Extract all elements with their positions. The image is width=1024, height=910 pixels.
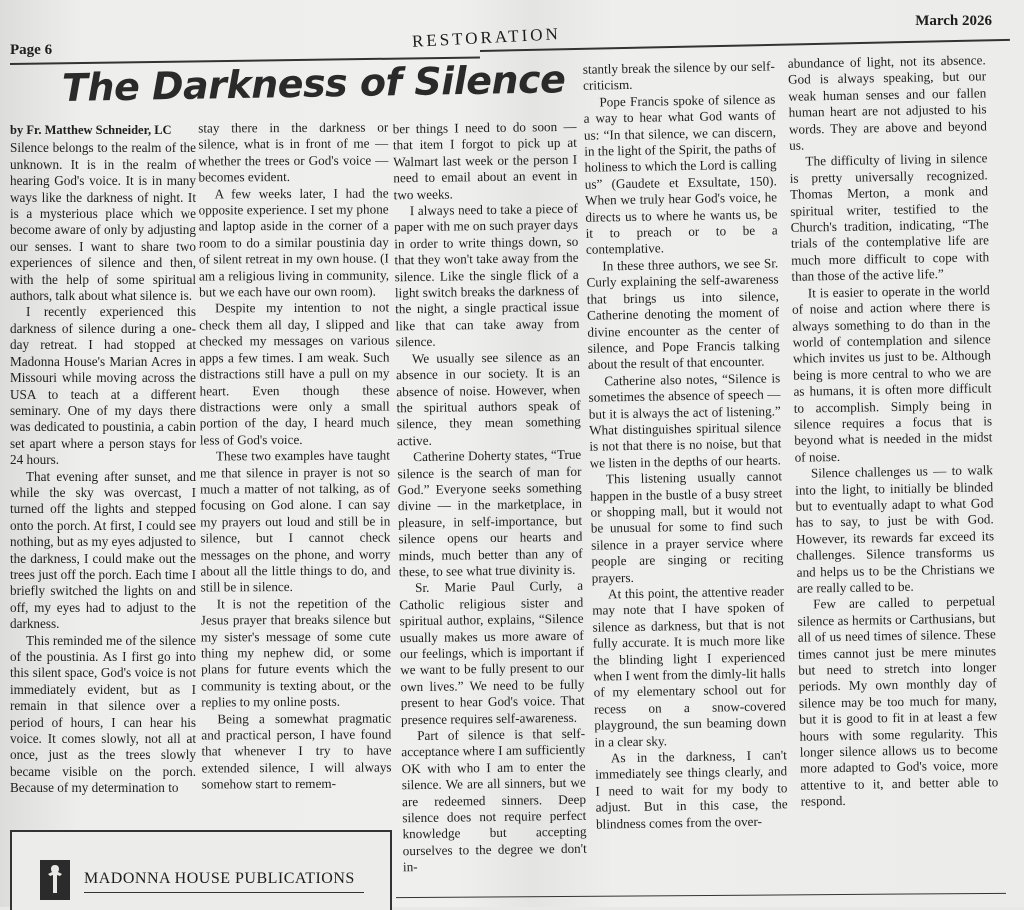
paragraph: Sr. Marie Paul Curly, a Catholic religious sister and spiritual author, explains, “Silence usually makes us more aware of our feelings, which is important if we want to be fully present to our own lives.” We need to be fully present to hear God's voice. That presence requires self-awareness.	[399, 578, 585, 727]
issue-date: March 2026	[915, 13, 992, 29]
publication-name: RESTORATION	[411, 24, 562, 51]
paragraph: ber things I need to do soon — that item I forgot to pick up at Walmart last week or the person I need to email about an event in two weeks.	[392, 118, 578, 202]
paragraph: It is easier to operate in the world of noise and action where there is always something to do than in the world of contemplation and silence which invites us just to be. Although being is more central to who we are as humans, it is often more difficult to accomplish. Simply being in silence requires a focus that is beyond what is needed in the midst of noise.	[791, 281, 993, 465]
paragraph: A few weeks later, I had the opposite experience. I set my phone and laptop aside in the corner of a room to do a similar poustinia day of silent retreat in my own house. (I am a religious living in community, but we each have our own room).	[198, 185, 390, 300]
article-column-2	[198, 120, 392, 821]
article-column-3	[393, 119, 588, 901]
article-column-5	[788, 52, 1001, 901]
paragraph: Silence challenges us — to walk into the light, to initially be blinded but to eventually adapt to what God has to say, to just be with God. However, its rewards far exceed its challenges. Silence transforms us and helps us to be the Christians we are really called to be.	[795, 462, 995, 596]
paragraph: Pope Francis spoke of silence as a way to hear what God wants of us: “In that silence, we can discern, in the light of the Spirit, the paths of holiness to which the Lord is calling us” (Gaudete et Exsultate, 150). When we truly hear God's voice, he directs us to where he wants us, be it to preach or to be a contemplative.	[583, 91, 778, 258]
article-title: The Darkness of Silence	[61, 57, 566, 110]
publications-ad	[10, 830, 392, 910]
article-column-4	[583, 58, 790, 901]
paragraph: I recently experienced this darkness of silence during a one-day retreat. I had stopped at Madonna House's Marian Acres in Missouri while moving across the USA to teach at a different seminary. One of my days there was dedicated to poustinia, a cabin set apart where a person stays for 24 hours.	[10, 304, 196, 468]
article-column-1	[10, 122, 196, 822]
paragraph: Being a somewhat pragmatic and practical person, I have found that whenever I try to have extended silence, I will always somehow start to remem-	[201, 710, 392, 792]
paragraph: Part of silence is that self-acceptance where I am sufficiently OK with who I am to enter the silence. We are all sinners, but we are redeemed sinners. Deep silence does not require perfect knowledge but accepting ourselves to the degree we don't in-	[401, 725, 587, 875]
paragraph: Catherine Doherty states, “True silence is the search of man for God.” Everyone seeks something divine — in the marketplace, in pleasure, in self-importance, but silence opens our hearts and minds, much better than any of these, to see what true divinity is.	[397, 446, 583, 580]
paragraph: Silence belongs to the realm of the unknown. It is in the realm of hearing God's voice. It is in many ways like the darkness of night. It is a mysterious place which we become aware of only by adjusting our senses. I want to share two experiences of silence and then, with the help of some spiritual authors, talk about what silence is.	[10, 140, 196, 304]
page-number: Page 6	[10, 42, 53, 58]
ad-underline	[84, 892, 364, 893]
paragraph: That evening after sunset, and while the sky was overcast, I turned off the lights and stepped onto the porch. At first, I could see nothing, but as my eyes adjusted to the darkness, I could make out the trees just off the porch. Each time I briefly switched the lights on and off, my eyes had to adjust to the darkness.	[10, 468, 196, 632]
paragraph: stay there in the darkness or silence, what is in front of me — whether the trees or God's voice — becomes evident.	[198, 119, 389, 185]
paragraph: abundance of light, not its absence. God is always speaking, but our weak human senses and our fallen human heart are not adjusted to his words. They are above and beyond us.	[787, 52, 988, 153]
paragraph: As in the darkness, I can't immediately see things clearly, and I need to wait for my body to adjust. But in this case, the blindness comes from the over-	[594, 747, 788, 832]
paragraph: I always need to take a piece of paper with me on such prayer days in order to write things down, so that they won't take away from the silence. Like the single flick of a light switch breaks the darkness of the night, a single practical issue like that can take away from silence.	[393, 200, 580, 350]
paragraph: The difficulty of living in silence is pretty universally recognized. Thomas Merton, a monk and spiritual writer, testified to the Church's tradition, indicating, “The trials of the contemplative life are much more difficult to cope with than those of the active life.”	[789, 150, 990, 285]
paragraph: These two examples have taught me that silence in prayer is not so much a matter of not talking, as of focusing on God alone. I can say my prayers out loud and still be in silence, but I cannot check messages on the phone, and worry about all the little things to do, and still be in silence.	[199, 447, 391, 595]
paragraph: This reminded me of the silence of the poustinia. As I first go into this silent space, God's voice is not immediately evident, but as I remain in that silence over a period of hours, I can hear his voice. It comes slowly, not all at once, just as the trees slowly became visible on the porch. Because of my determination to	[10, 632, 196, 796]
paragraph: At this point, the attentive reader may note that I have spoken of silence as darkness, but that is not fully accurate. It is much more like the blinding light I experienced when I went from the dimly-lit halls of my elementary school out for recess on a snow-covered playground, the sun beaming down in a clear sky.	[592, 583, 787, 750]
article-byline: by Fr. Matthew Schneider, LC	[10, 123, 172, 137]
madonna-house-logo-icon	[40, 860, 70, 900]
paragraph: In these three authors, we see Sr. Curly explaining the self-awareness that brings us into silence, Catherine denoting the moment of divine encounter as the center of silence, and Pope Francis talking about the result of that encounter.	[586, 255, 780, 373]
paragraph: It is not the repetition of the Jesus prayer that breaks silence but my sister's message of some cute thing my nephew did, or some plans for future events which the community is texting about, or the replies to my online posts.	[200, 595, 392, 710]
paragraph: Despite my intention to not check them all day, I slipped and checked my messages on various apps a few times. I am weak. Such distractions still have a pull on my heart. Even though these distractions were only a small portion of the day, I heard much less of God's voice.	[199, 299, 390, 448]
ad-text: MADONNA HOUSE PUBLICATIONS	[84, 870, 355, 887]
paragraph: stantly break the silence by our self-criticism.	[582, 58, 775, 94]
paragraph: We usually see silence as an absence in our society. It is an absence of noise. However, when the spiritual authors speak of silence, they mean something active.	[395, 348, 581, 449]
paragraph: Few are called to perpetual silence as hermits or Carthusians, but all of us need times of silence. These times cannot just be mere minutes but need to stretch into longer periods. My own monthly day of silence may be too much for many, but it is good to fit in at least a few hours with some regularity. This longer silence allows us to become more adapted to God's voice, more attentive to it, and better able to respond.	[797, 593, 999, 809]
paragraph: This listening usually cannot happen in the bustle of a busy street or shopping mall, but it would not be unusual for some to find such silence in a prayer service where people are singing or reciting prayers.	[590, 468, 784, 586]
paragraph: Catherine also notes, “Silence is sometimes the absence of speech — but it is always the act of listening.” What distinguishes spiritual silence is not that there is no noise, but that we listen in the depths of our hearts.	[588, 370, 782, 471]
